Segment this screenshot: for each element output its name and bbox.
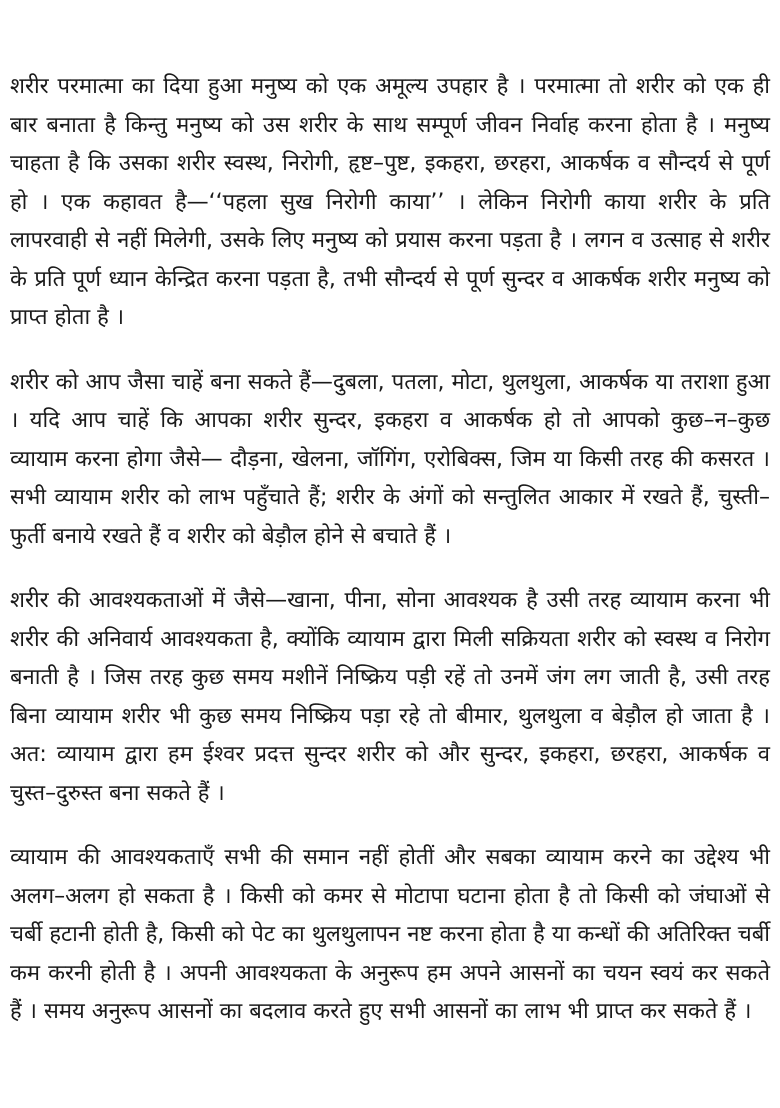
paragraph-3: शरीर की आवश्यकताओं में जैसे—खाना, पीना, सोना आवश्यक है उसी तरह व्यायाम करना भी शरीर की अनिवार्य आवश्यकता है, क्योंकि व्यायाम द्वारा मिली सक्रियता शरीर को स्वस्थ व निरोग बनाती है । जिस तरह कुछ समय मशीनें निष्क्रिय पड़ी रहें तो उनमें जंग लग जाती है, उसी तरह बिना व्यायाम शरीर भी कुछ समय निष्क्रिय पड़ा रहे तो बीमार, थुलथुला व बेड़ौल हो जाता है । अत: व्यायाम द्वारा हम ईश्वर प्रदत्त सुन्दर शरीर को और सुन्दर, इकहरा, छरहरा, आकर्षक व चुस्त–दुरुस्त बना सकते हैं ।	[10, 588, 770, 806]
paragraph-2: शरीर को आप जैसा चाहें बना सकते हैं—दुबला, पतला, मोटा, थुलथुला, आकर्षक या तराशा हुआ । यदि आप चाहें कि आपका शरीर सुन्दर, इकहरा व आकर्षक हो तो आपको कुछ–न–कुछ व्यायाम करना होगा जैसे— दौड़ना, खेलना, जॉगिंग, एरोबिक्स, जिम या किसी तरह की कसरत । सभी व्यायाम शरीर को लाभ पहुँचाते हैं; शरीर के अंगों को सन्तुलित आकार में रखते हैं, चुस्ती–फुर्ती बनाये रखते हैं व शरीर को बेड़ौल होने से बचाते हैं ।	[10, 369, 770, 549]
paragraph-4: व्यायाम की आवश्यकताएँ सभी की समान नहीं होतीं और सबका व्यायाम करने का उद्देश्य भी अलग–अलग हो सकता है । किसी को कमर से मोटापा घटाना होता है तो किसी को जंघाओं से चर्बी हटानी होती है, किसी को पेट का थुलथुलापन नष्ट करना होता है या कन्धों की अतिरिक्त चर्बी कम करनी होती है । अपनी आवश्यकता के अनुरूप हम अपने आसनों का चयन स्वयं कर सकते हैं । समय अनुरूप आसनों का बदलाव करते हुए सभी आसनों का लाभ भी प्राप्त कर सकते हैं ।	[10, 845, 770, 1024]
paragraph-1: शरीर परमात्मा का दिया हुआ मनुष्य को एक अमूल्य उपहार है । परमात्मा तो शरीर को एक ही बार बनाता है किन्तु मनुष्य को उस शरीर के साथ सम्पूर्ण जीवन निर्वाह करना होता है । मनुष्य चाहता है कि उसका शरीर स्वस्थ, निरोगी, हृष्ट–पुष्ट, इकहरा, छरहरा, आकर्षक व सौन्दर्य से पूर्ण हो । एक कहावत है—‘‘पहला सुख निरोगी काया’’ । लेकिन निरोगी काया शरीर के प्रति लापरवाही से नहीं मिलेगी, उसके लिए मनुष्य को प्रयास करना पड़ता है । लगन व उत्साह से शरीर के प्रति पूर्ण ध्यान केन्द्रित करना पड़ता है, तभी सौन्दर्य से पूर्ण सुन्दर व आकर्षक शरीर मनुष्य को प्राप्त होता है ।	[10, 74, 770, 330]
